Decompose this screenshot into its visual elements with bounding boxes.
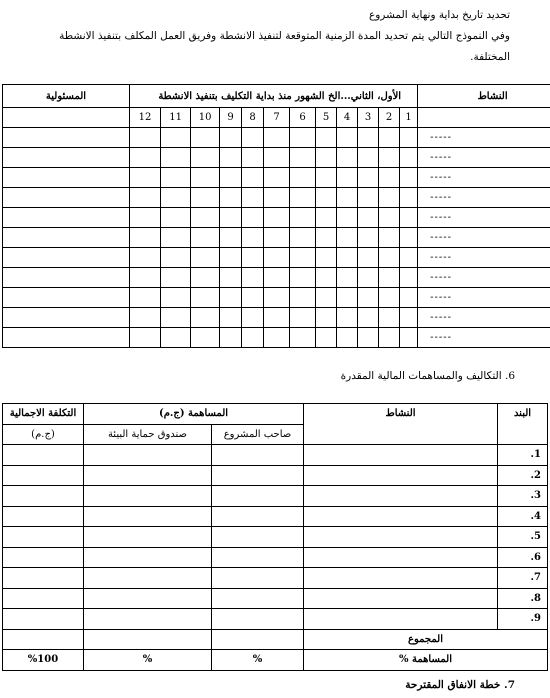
month-cell [264,248,290,268]
month-cell [316,268,337,288]
pct-total: %100 [3,650,84,671]
month-cell [379,168,400,188]
month-cell [358,128,379,148]
month-cell [264,128,290,148]
fund-cell [84,506,212,527]
month-cell [242,308,264,328]
schedule-row [3,128,550,148]
month-cell [242,168,264,188]
schedule-row [3,148,550,168]
activity-placeholder: ----- [418,268,550,288]
month-cell [358,188,379,208]
item-number: 4. [498,506,548,527]
total-cost-cell [3,629,84,650]
contribution-header: المساهمة (ج.م) [84,404,304,425]
month-cell [290,148,316,168]
month-cell [130,208,161,228]
item-number: 3. [498,486,548,507]
owner-cell [212,547,304,568]
month-cell [161,208,191,228]
month-cell [130,228,161,248]
month-cell [358,208,379,228]
month-cell [400,228,418,248]
activity-placeholder: ----- [418,188,550,208]
activity-placeholder: ----- [418,248,550,268]
month-cell [358,168,379,188]
item-number: 2. [498,465,548,486]
month-cell [337,328,358,348]
cost-row [3,506,548,527]
intro-line-3: المختلفة. [470,51,510,63]
total-cell [3,547,84,568]
month-cell [130,268,161,288]
month-cell [191,288,220,308]
fund-cell [84,547,212,568]
schedule-row [3,268,550,288]
pct-fund: % [84,650,212,671]
total-cost-header: التكلفة الاجمالية [3,404,84,425]
month-cell [191,328,220,348]
responsible-cell [3,128,130,148]
month-cell [191,268,220,288]
month-cell [130,288,161,308]
month-cell [191,208,220,228]
month-cell [379,148,400,168]
month-cell [379,128,400,148]
month-cell [379,308,400,328]
month-cell [400,328,418,348]
month-header: 1 [400,108,418,128]
currency-header: (ج.م) [3,424,84,445]
month-header: 7 [264,108,290,128]
month-header: 8 [242,108,264,128]
owner-cell [212,506,304,527]
cost-row [3,486,548,507]
fund-cell [84,568,212,589]
owner-cell [212,609,304,630]
month-cell [264,148,290,168]
cost-row [3,465,548,486]
month-cell [400,208,418,228]
total-cell [3,527,84,548]
month-cell [290,128,316,148]
month-cell [191,308,220,328]
section-6-title: 6. التكاليف والمساهمات المالية المقدرة [340,370,515,382]
month-cell [220,188,242,208]
month-cell [220,128,242,148]
responsible-cell [3,148,130,168]
item-number: 7. [498,568,548,589]
cost-row [3,445,548,466]
month-cell [337,228,358,248]
month-cell [337,248,358,268]
month-cell [242,248,264,268]
month-cell [191,228,220,248]
month-cell [337,128,358,148]
total-cell [3,486,84,507]
month-cell [316,308,337,328]
month-cell [242,188,264,208]
month-cell [242,148,264,168]
month-cell [220,288,242,308]
activity-cell [304,527,498,548]
cost-row [3,588,548,609]
month-header: 6 [290,108,316,128]
intro-line-1: تحديد تاريخ بداية ونهاية المشروع [368,9,510,21]
owner-header: صاحب المشروع [212,424,304,445]
month-cell [400,308,418,328]
month-cell [161,328,191,348]
month-cell [400,168,418,188]
month-cell [358,228,379,248]
activity-placeholder: ----- [418,168,550,188]
responsible-cell [3,328,130,348]
responsible-cell [3,288,130,308]
fund-cell [84,465,212,486]
responsible-cell [3,308,130,328]
activity-placeholder: ----- [418,328,550,348]
month-cell [242,128,264,148]
contribution-pct-label: المساهمة % [304,650,548,671]
month-cell [242,328,264,348]
cost-row [3,568,548,589]
month-cell [358,308,379,328]
month-cell [161,168,191,188]
month-cell [400,288,418,308]
schedule-row [3,228,550,248]
month-cell [290,168,316,188]
activity-placeholder: ----- [418,228,550,248]
month-cell [161,288,191,308]
month-cell [161,248,191,268]
month-cell [316,148,337,168]
month-cell [316,228,337,248]
activity-placeholder: ----- [418,308,550,328]
schedule-row [3,328,550,348]
month-cell [316,288,337,308]
month-cell [130,148,161,168]
owner-cell [212,527,304,548]
activity-placeholder: ----- [418,128,550,148]
month-cell [264,288,290,308]
fund-cell [84,445,212,466]
month-cell [316,208,337,228]
total-cell [3,568,84,589]
month-cell [130,248,161,268]
month-cell [400,248,418,268]
total-cell [3,609,84,630]
owner-cell [212,445,304,466]
cost-row [3,547,548,568]
schedule-row [3,168,550,188]
responsible-cell [3,228,130,248]
month-cell [161,188,191,208]
month-cell [264,268,290,288]
item-number: 5. [498,527,548,548]
month-cell [316,248,337,268]
fund-header: صندوق حماية البيئة [84,424,212,445]
total-owner-cell [212,629,304,650]
month-cell [358,248,379,268]
month-cell [264,228,290,248]
schedule-row [3,288,550,308]
month-cell [161,268,191,288]
activity-cell [304,588,498,609]
month-cell [290,268,316,288]
month-cell [191,148,220,168]
month-cell [337,268,358,288]
month-cell [290,228,316,248]
month-header: 9 [220,108,242,128]
costs-table [2,403,548,671]
activity-header: النشاط [418,85,550,108]
cost-activity-header: النشاط [304,404,498,445]
month-cell [316,128,337,148]
fund-cell [84,527,212,548]
month-header: 10 [191,108,220,128]
month-cell [379,208,400,228]
item-number: 1. [498,445,548,466]
month-cell [337,188,358,208]
month-header: 2 [379,108,400,128]
activity-cell [418,108,550,128]
month-cell [316,188,337,208]
month-cell [130,128,161,148]
month-cell [161,228,191,248]
month-header: 3 [358,108,379,128]
activity-cell [304,506,498,527]
month-cell [379,248,400,268]
month-cell [264,188,290,208]
month-cell [242,268,264,288]
fund-cell [84,588,212,609]
months-header: الأول، الثاني...الخ الشهور منذ بداية التكليف بتنفيذ الانشطة [130,85,418,108]
activity-cell [304,568,498,589]
activity-cell [304,465,498,486]
responsible-cell [3,208,130,228]
responsible-cell [3,188,130,208]
month-cell [337,168,358,188]
month-cell [316,328,337,348]
month-cell [337,288,358,308]
month-cell [191,168,220,188]
item-header: البند [498,404,548,445]
total-fund-cell [84,629,212,650]
month-cell [379,188,400,208]
cost-row [3,527,548,548]
month-cell [337,308,358,328]
activity-placeholder: ----- [418,288,550,308]
month-cell [290,328,316,348]
month-cell [220,248,242,268]
responsible-cell [3,108,130,128]
month-cell [161,128,191,148]
month-cell [220,208,242,228]
month-cell [337,208,358,228]
section-7-title: 7. خطة الانفاق المقترحة [405,679,515,691]
activity-placeholder: ----- [418,208,550,228]
owner-cell [212,486,304,507]
total-cell [3,588,84,609]
month-cell [130,308,161,328]
schedule-row [3,308,550,328]
month-cell [379,328,400,348]
month-cell [220,328,242,348]
month-cell [290,208,316,228]
owner-cell [212,568,304,589]
owner-cell [212,465,304,486]
month-cell [290,308,316,328]
activity-cell [304,609,498,630]
month-cell [358,148,379,168]
month-cell [191,128,220,148]
month-cell [191,188,220,208]
month-cell [290,288,316,308]
month-cell [242,228,264,248]
month-cell [379,268,400,288]
total-cell [3,506,84,527]
month-header: 12 [130,108,161,128]
month-cell [130,188,161,208]
owner-cell [212,588,304,609]
responsible-cell [3,268,130,288]
month-cell [220,268,242,288]
month-header: 11 [161,108,191,128]
fund-cell [84,486,212,507]
month-cell [161,308,191,328]
month-cell [220,148,242,168]
month-header: 4 [337,108,358,128]
activity-cell [304,486,498,507]
total-cell [3,445,84,466]
month-cell [161,148,191,168]
month-cell [242,288,264,308]
month-cell [264,208,290,228]
month-cell [191,248,220,268]
month-header: 5 [316,108,337,128]
item-number: 6. [498,547,548,568]
responsible-cell [3,168,130,188]
month-cell [130,168,161,188]
activity-placeholder: ----- [418,148,550,168]
responsible-cell [3,248,130,268]
month-cell [400,128,418,148]
month-cell [337,148,358,168]
schedule-table [2,84,550,348]
intro-line-2: وفي النموذج التالي يتم تحديد المدة الزمنية المتوقعة لتنفيذ الانشطة وفريق العمل المكلف بتنفيذ الانشطة [59,30,510,42]
month-cell [379,228,400,248]
month-cell [379,288,400,308]
month-cell [400,268,418,288]
month-cell [358,268,379,288]
month-cell [220,308,242,328]
item-number: 9. [498,609,548,630]
month-cell [242,208,264,228]
month-cell [400,148,418,168]
total-cell [3,465,84,486]
month-cell [290,248,316,268]
month-cell [264,308,290,328]
cost-row [3,609,548,630]
month-cell [220,168,242,188]
item-number: 8. [498,588,548,609]
activity-cell [304,547,498,568]
schedule-row [3,188,550,208]
total-label: المجموع [304,629,548,650]
month-cell [264,168,290,188]
pct-owner: % [212,650,304,671]
schedule-row [3,248,550,268]
month-cell [400,188,418,208]
month-cell [358,288,379,308]
month-cell [316,168,337,188]
fund-cell [84,609,212,630]
schedule-row [3,208,550,228]
month-cell [358,328,379,348]
month-cell [264,328,290,348]
month-cell [290,188,316,208]
responsible-header: المسئولية [3,85,130,108]
month-cell [130,328,161,348]
activity-cell [304,445,498,466]
month-cell [220,228,242,248]
